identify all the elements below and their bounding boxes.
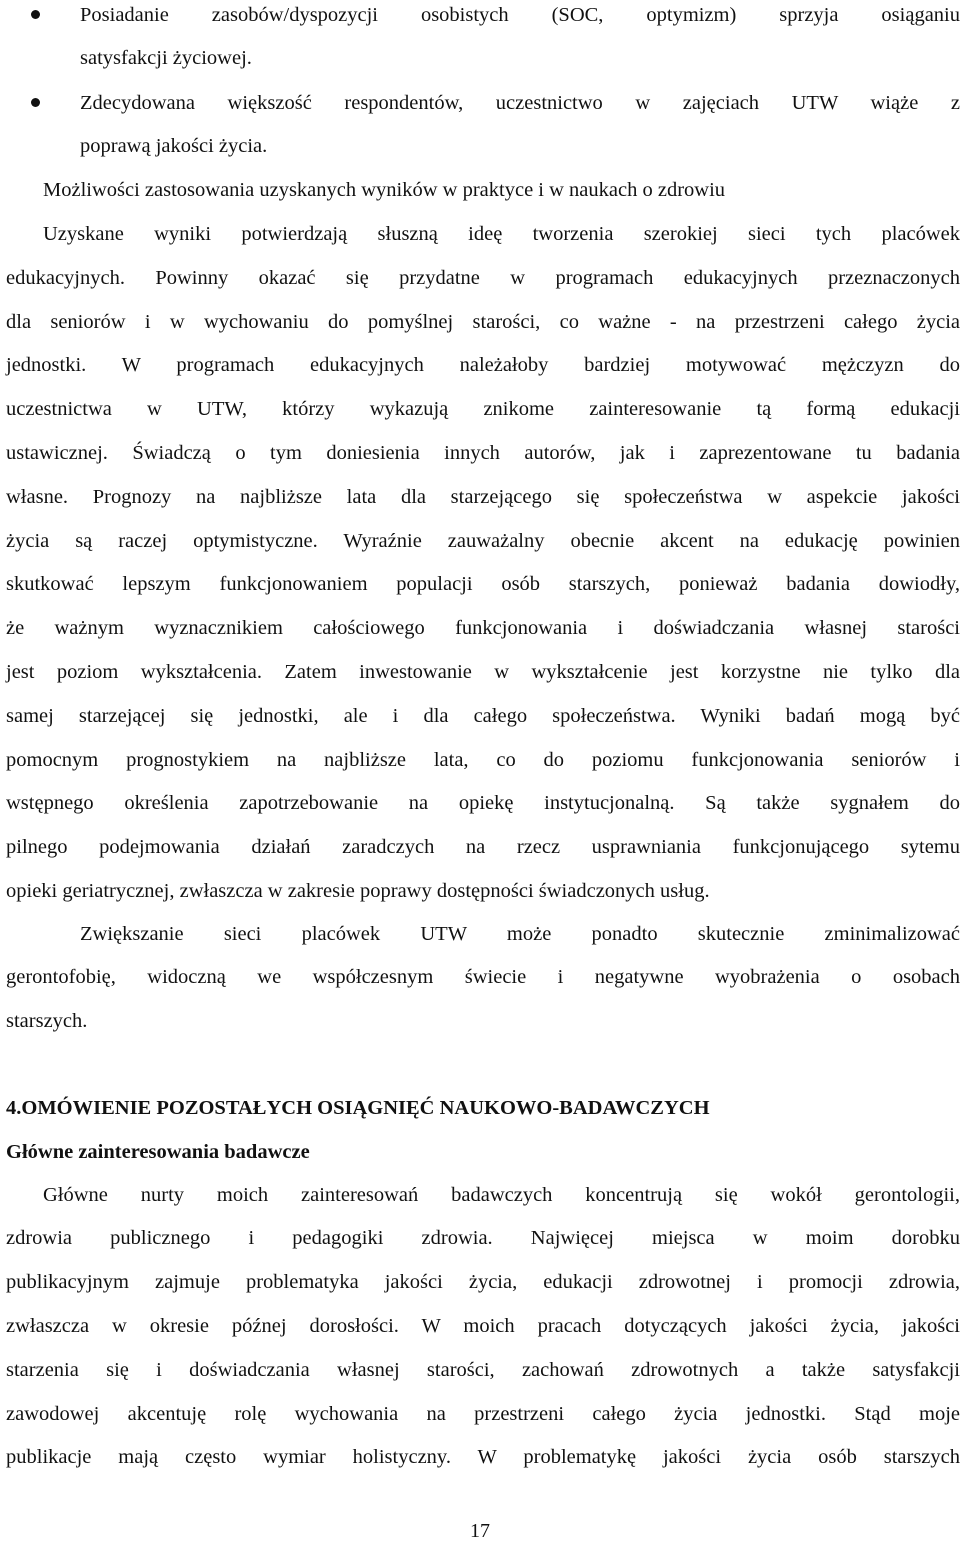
- paragraph-1-line: że ważnym wyznacznikiem całościowego funkcjonowania i doświadczania własnej starości: [6, 617, 960, 639]
- bullet-2-line-2: poprawą jakości życia.: [80, 135, 268, 157]
- bullet-1-line-2: satysfakcji życiowej.: [80, 47, 252, 69]
- bullet-2-line-1: Zdecydowana większość respondentów, uczestnictwo w zajęciach UTW wiąże z: [80, 92, 960, 114]
- bullet-icon: [31, 10, 40, 19]
- paragraph-3-line: zwłaszcza w okresie późnej dorosłości. W moich pracach dotyczących jakości życia, jakości: [6, 1315, 960, 1337]
- paragraph-1-line: Uzyskane wyniki potwierdzają słuszną ideę tworzenia szerokiej sieci tych placówek: [43, 223, 960, 245]
- paragraph-1-line: życia są raczej optymistyczne. Wyraźnie zauważalny obecnie akcent na edukację powinien: [6, 530, 960, 552]
- paragraph-1-line: samej starzejącej się jednostki, ale i dla całego społeczeństwa. Wyniki badań mogą być: [6, 705, 960, 727]
- paragraph-3-line: publikacyjnym zajmuje problematyka jakości życia, edukacji zdrowotnej i promocji zdrowia,: [6, 1271, 960, 1293]
- paragraph-3-line: zdrowia publicznego i pedagogiki zdrowia. Najwięcej miejsca w moim dorobku: [6, 1227, 960, 1249]
- bullet-1-line-1: Posiadanie zasobów/dyspozycji osobistych (SOC, optymizm) sprzyja osiąganiu: [80, 4, 960, 26]
- paragraph-3-line: Główne nurty moich zainteresowań badawczych koncentrują się wokół gerontologii,: [43, 1184, 960, 1206]
- paragraph-1-line: jest poziom wykształcenia. Zatem inwestowanie w wykształcenie jest korzystne nie tylko dla: [6, 661, 960, 683]
- paragraph-2-line: starszych.: [6, 1010, 88, 1032]
- section-heading: 4.OMÓWIENIE POZOSTAŁYCH OSIĄGNIĘĆ NAUKOWO-BADAWCZYCH: [6, 1097, 710, 1119]
- paragraph-3-line: zawodowej akcentuję rolę wychowania na przestrzeni całego życia jednostki. Stąd moje: [6, 1403, 960, 1425]
- paragraph-1-line: jednostki. W programach edukacyjnych należałoby bardziej motywować mężczyzn do: [6, 354, 960, 376]
- paragraph-1-line: skutkować lepszym funkcjonowaniem populacji osób starszych, ponieważ badania dowiodły,: [6, 573, 960, 595]
- paragraph-1-line: edukacyjnych. Powinny okazać się przydatne w programach edukacyjnych przeznaczonych: [6, 267, 960, 289]
- bullet-icon: [31, 98, 40, 107]
- paragraph-3-line: starzenia się i doświadczania własnej starości, zachowań zdrowotnych a także satysfakcji: [6, 1359, 960, 1381]
- paragraph-1-line: ustawicznej. Świadczą o tym doniesienia innych autorów, jak i zaprezentowane tu badania: [6, 442, 960, 464]
- subsection-title: Możliwości zastosowania uzyskanych wyników w praktyce i w naukach o zdrowiu: [43, 179, 726, 201]
- page-number: 17: [470, 1520, 490, 1542]
- section-subheading: Główne zainteresowania badawcze: [6, 1141, 310, 1163]
- paragraph-2-line: gerontofobię, widoczną we współczesnym świecie i negatywne wyobrażenia o osobach: [6, 966, 960, 988]
- paragraph-2-line: Zwiększanie sieci placówek UTW może ponadto skutecznie zminimalizować: [80, 923, 960, 945]
- paragraph-1-line: dla seniorów i w wychowaniu do pomyślnej starości, co ważne - na przestrzeni całego życia: [6, 311, 960, 333]
- paragraph-1-line: pilnego podejmowania działań zaradczych na rzecz usprawniania funkcjonującego sytemu: [6, 836, 960, 858]
- paragraph-1-line: pomocnym prognostykiem na najbliższe lata, co do poziomu funkcjonowania seniorów i: [6, 749, 960, 771]
- paragraph-3-line: publikacje mają często wymiar holistyczny. W problematykę jakości życia osób starszych: [6, 1446, 960, 1468]
- paragraph-1-line: wstępnego określenia zapotrzebowanie na opiekę instytucjonalną. Są także sygnałem do: [6, 792, 960, 814]
- paragraph-1-line: własne. Prognozy na najbliższe lata dla starzejącego się społeczeństwa w aspekcie jakości: [6, 486, 960, 508]
- paragraph-1-line: uczestnictwa w UTW, którzy wykazują znikome zainteresowanie tą formą edukacji: [6, 398, 960, 420]
- paragraph-1-line: opieki geriatrycznej, zwłaszcza w zakresie poprawy dostępności świadczonych usług.: [6, 880, 710, 902]
